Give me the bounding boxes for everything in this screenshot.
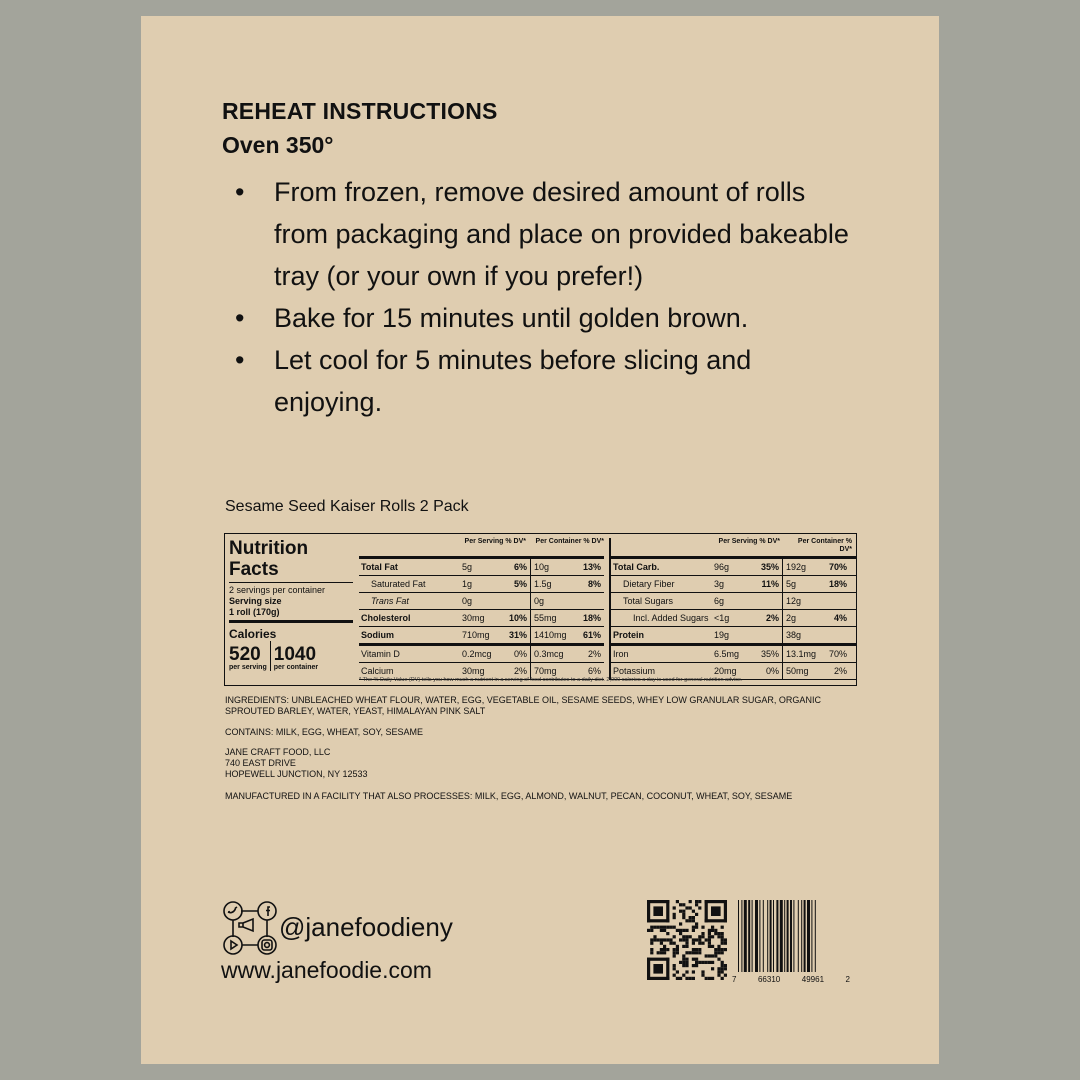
calories-per-serving: 520 <box>229 644 261 665</box>
nutrient-s: 6.5mg <box>714 649 740 659</box>
nutrient-c: 1.5g <box>530 576 572 592</box>
calories-per-serving-label: per serving <box>229 664 267 671</box>
calories-per-container-label: per container <box>273 664 319 671</box>
nutrient-s: 96g <box>714 562 730 572</box>
nutrition-facts-label <box>224 533 857 686</box>
address-block <box>225 747 857 780</box>
nutrient-cdv: 18% <box>828 579 847 589</box>
reheat-title: REHEAT INSTRUCTIONS <box>222 98 498 124</box>
nutrient-c: 13.1mg <box>782 646 824 662</box>
nutrient-cdv: 4% <box>833 613 847 623</box>
nutrient-c: 0g <box>530 593 572 609</box>
facebook-icon <box>258 902 276 920</box>
nutrient-s: 1g <box>462 579 473 589</box>
barcode <box>736 900 840 977</box>
nutrition-footnote: * The % Daily Value (DV) tells you how much a nutrient in a serving of food contributes to a daily diet. 2,000 calories a day is used for general nutrition advice. <box>359 677 743 683</box>
nutrient-sdv: 2% <box>765 613 779 623</box>
nutrient-sdv: 35% <box>760 562 779 572</box>
servings-per-container: 2 servings per container <box>229 585 326 595</box>
nutrient-row <box>611 559 856 576</box>
nutrient-cdv: 61% <box>582 630 601 640</box>
serving-size-label: Serving size <box>229 596 282 606</box>
nutrient-row <box>611 646 856 663</box>
nutrient-row <box>359 610 604 627</box>
nutrient-c: 2g <box>782 610 824 626</box>
nutrient-s: 0.2mcg <box>462 649 492 659</box>
facility-warning: MANUFACTURED IN A FACILITY THAT ALSO PROCESSES: MILK, EGG, ALMOND, WALNUT, PECAN, COCONUT, WHEAT, SOY, SESAME <box>225 791 793 801</box>
nutrient-name: Vitamin D <box>361 649 400 659</box>
nutrient-sdv: 5% <box>513 579 527 589</box>
website-link[interactable]: www.janefoodie.com <box>221 957 432 983</box>
barcode-digit: 66310 <box>757 975 781 984</box>
nutrient-c: 10g <box>530 559 572 575</box>
serving-size: 1 roll (170g) <box>229 607 280 617</box>
per-serving-header: Per Serving % DV* <box>464 538 526 545</box>
barcode-digits <box>732 975 850 984</box>
barcode-digit: 2 <box>845 975 850 984</box>
barcode-digit: 7 <box>732 975 737 984</box>
per-serving-header: Per Serving % DV* <box>718 538 780 545</box>
nutrient-row <box>359 593 604 610</box>
nutrient-c: 12g <box>782 593 824 609</box>
nutrient-sdv: 31% <box>508 630 527 640</box>
nutrient-name: Iron <box>613 649 629 659</box>
nutrient-sdv: 10% <box>508 613 527 623</box>
nutrient-sdv: 0% <box>765 666 779 676</box>
nutrient-c: 50mg <box>782 663 824 679</box>
nutrient-name: Potassium <box>613 666 656 676</box>
nutrient-c: 38g <box>782 627 824 643</box>
nutrient-name: Trans Fat <box>371 596 409 606</box>
nutrient-row <box>359 559 604 576</box>
nutrient-row <box>611 593 856 610</box>
nutrient-c: 0.3mcg <box>530 646 572 662</box>
nutrient-cdv: 70% <box>828 562 847 572</box>
nutrient-name: Dietary Fiber <box>623 579 675 589</box>
nutrient-row <box>611 610 856 627</box>
nutrient-cdv: 13% <box>582 562 601 572</box>
nutrient-sdv: 6% <box>513 562 527 572</box>
nutrient-s: 710mg <box>462 630 490 640</box>
nutrient-s: 30mg <box>462 613 485 623</box>
nutrient-s: 3g <box>714 579 725 589</box>
nutrient-s: 0g <box>462 596 473 606</box>
oven-temperature: Oven 350° <box>222 132 334 158</box>
calories-per-container: 1040 <box>273 644 317 665</box>
nutrient-row <box>359 627 604 646</box>
nutrient-name: Incl. Added Sugars <box>633 613 709 623</box>
nutrient-table-left <box>359 538 604 680</box>
nutrient-c: 55mg <box>530 610 572 626</box>
nutrient-sdv: 11% <box>761 579 779 589</box>
nutrient-row <box>611 576 856 593</box>
product-name: Sesame Seed Kaiser Rolls 2 Pack <box>225 498 469 515</box>
nutrient-c: 5g <box>782 576 824 592</box>
nutrient-c: 1410mg <box>530 627 572 643</box>
nutrient-name: Cholesterol <box>361 613 411 623</box>
package-back-panel <box>141 16 939 1064</box>
nutrient-name: Calcium <box>361 666 394 676</box>
reheat-step: • Let cool for 5 minutes before slicing and enjoying. <box>229 339 849 423</box>
nutrient-name: Saturated Fat <box>371 579 426 589</box>
street-address: 740 EAST DRIVE <box>225 758 296 768</box>
nutrient-sdv: 0% <box>513 649 527 659</box>
megaphone-icon <box>239 919 253 931</box>
nutrient-s: 5g <box>462 562 473 572</box>
youtube-icon <box>224 936 242 954</box>
nutrient-cdv: 6% <box>587 666 601 676</box>
nutrient-row <box>611 627 856 646</box>
nutrient-c: 70mg <box>530 663 572 679</box>
nutrient-table-right <box>611 538 856 680</box>
nutrient-c: 192g <box>782 559 824 575</box>
per-container-header: Per Container % DV* <box>535 538 604 545</box>
reheat-step: • From frozen, remove desired amount of rolls from packaging and place on provided bakeable tray (or your own if you prefer!) <box>229 171 849 297</box>
qr-code[interactable] <box>647 900 727 985</box>
nutrient-name: Total Carb. <box>613 562 660 572</box>
social-icons <box>221 899 279 962</box>
calories-label: Calories <box>229 627 277 641</box>
nutrient-cdv: 70% <box>828 649 847 659</box>
nutrient-cdv: 2% <box>587 649 601 659</box>
nutrient-cdv: 2% <box>833 666 847 676</box>
nutrient-s: <1g <box>714 613 730 623</box>
nutrient-cdv: 18% <box>582 613 601 623</box>
nutrient-sdv: 35% <box>760 649 779 659</box>
barcode-digit: 49961 <box>801 975 825 984</box>
nutrient-name: Total Fat <box>361 562 398 572</box>
city-address: HOPEWELL JUNCTION, NY 12533 <box>225 769 368 779</box>
allergens: CONTAINS: MILK, EGG, WHEAT, SOY, SESAME <box>225 727 424 737</box>
per-container-header: Per Container % DV* <box>797 538 852 553</box>
reheat-steps <box>229 171 849 423</box>
nutrient-s: 19g <box>714 630 730 640</box>
nutrient-sdv: 2% <box>513 666 527 676</box>
reheat-step: • Bake for 15 minutes until golden brown. <box>229 297 849 339</box>
nutrient-s: 30mg <box>462 666 485 676</box>
nutrient-s: 20mg <box>714 666 737 676</box>
nutrient-cdv: 8% <box>587 579 601 589</box>
nutrient-row <box>359 576 604 593</box>
nutrition-summary <box>229 538 353 671</box>
nutrient-s: 6g <box>714 596 725 606</box>
twitter-icon <box>224 902 242 920</box>
instagram-icon <box>258 936 276 954</box>
nutrient-name: Total Sugars <box>623 596 674 606</box>
nutrition-title: Nutrition Facts <box>229 538 309 580</box>
nutrient-row <box>359 646 604 663</box>
nutrient-name: Protein <box>613 630 645 640</box>
company-name: JANE CRAFT FOOD, LLC <box>225 747 331 757</box>
social-handle[interactable]: @janefoodieny <box>279 912 453 942</box>
nutrient-name: Sodium <box>361 630 394 640</box>
ingredients: INGREDIENTS: UNBLEACHED WHEAT FLOUR, WATER, EGG, VEGETABLE OIL, SESAME SEEDS, WHEY LOW GRANULAR SUGAR, ORGANIC SPROUTED BARLEY, WATER, YEAST, HIMALAYAN PINK SALT <box>225 695 821 716</box>
